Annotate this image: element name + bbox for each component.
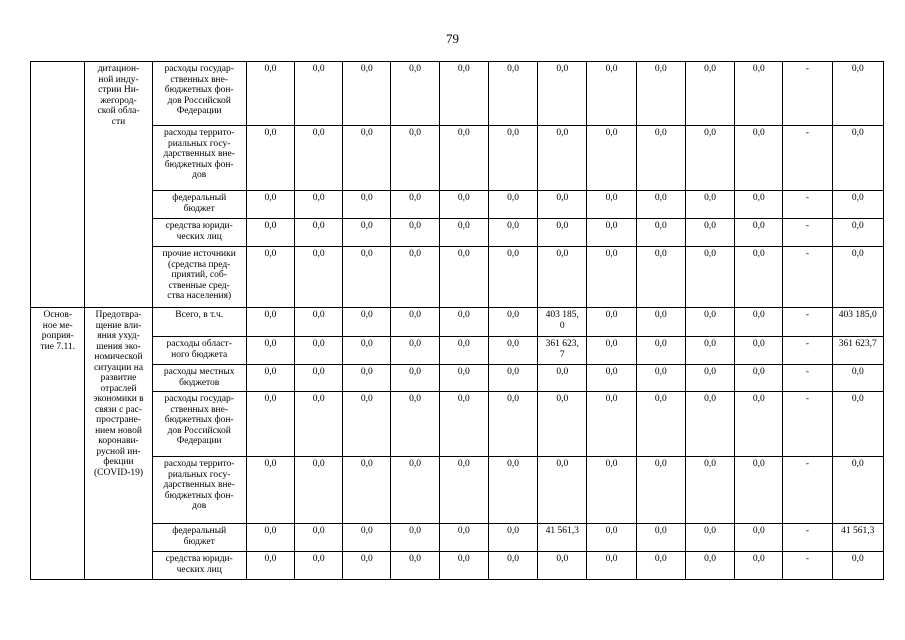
total-value-cell: 0,0: [832, 457, 883, 524]
value-cell: 0,0: [685, 392, 734, 457]
value-cell: 0,0: [636, 337, 685, 365]
value-cell: 0,0: [439, 126, 488, 191]
total-value-cell: 361 623,7: [832, 337, 883, 365]
value-cell: 0,0: [685, 457, 734, 524]
total-value-cell: 0,0: [832, 365, 883, 392]
value-cell: 0,0: [538, 247, 587, 308]
total-value-cell: 41 561,3: [832, 524, 883, 552]
value-cell: 0,0: [439, 337, 488, 365]
value-cell: 0,0: [488, 337, 537, 365]
event-number-cell: Основ- ное ме- роприя- тие 7.11.: [31, 308, 85, 580]
funding-source-cell: расходы террито- риальных госу- дарственных вне- бюджетных фон- дов: [152, 457, 246, 524]
value-cell: 0,0: [636, 308, 685, 337]
value-cell: 0,0: [636, 552, 685, 580]
value-cell: -: [783, 524, 832, 552]
value-cell: 0,0: [735, 219, 783, 247]
value-cell: 0,0: [391, 247, 439, 308]
table-row: [31, 219, 884, 247]
funding-source-cell: Всего, в т.ч.: [152, 308, 246, 337]
value-cell: 0,0: [295, 457, 343, 524]
page-number: 79: [446, 31, 459, 46]
value-cell: 0,0: [735, 126, 783, 191]
value-cell: 0,0: [439, 62, 488, 126]
funding-source-cell: расходы государ- ственных вне- бюджетных фон- дов Российской Федерации: [152, 392, 246, 457]
value-cell: 0,0: [439, 552, 488, 580]
value-cell: 0,0: [636, 524, 685, 552]
value-cell: 0,0: [439, 457, 488, 524]
table-row: [31, 392, 884, 457]
value-cell: 0,0: [439, 365, 488, 392]
table-row: [31, 191, 884, 219]
value-cell: 0,0: [685, 524, 734, 552]
value-cell: 0,0: [343, 365, 391, 392]
value-cell: 0,0: [587, 552, 636, 580]
budget-table: [30, 61, 884, 580]
total-value-cell: 0,0: [832, 126, 883, 191]
total-value-cell: 0,0: [832, 191, 883, 219]
value-cell: 0,0: [391, 219, 439, 247]
value-cell: 0,0: [391, 392, 439, 457]
value-cell: 0,0: [343, 392, 391, 457]
value-cell: 0,0: [439, 308, 488, 337]
funding-source-cell: расходы государ- ственных вне- бюджетных фон- дов Российской Федерации: [152, 62, 246, 126]
value-cell: 0,0: [246, 219, 294, 247]
table-row: [31, 552, 884, 580]
value-cell: 0,0: [246, 62, 294, 126]
value-cell: 0,0: [391, 457, 439, 524]
value-cell: -: [783, 365, 832, 392]
value-cell: 0,0: [439, 191, 488, 219]
value-cell: 0,0: [735, 365, 783, 392]
funding-source-cell: расходы местных бюджетов: [152, 365, 246, 392]
value-cell: 0,0: [343, 337, 391, 365]
table-row: [31, 337, 884, 365]
value-cell: 0,0: [343, 62, 391, 126]
table-row: [31, 62, 884, 126]
value-cell: 0,0: [295, 191, 343, 219]
value-cell: 0,0: [488, 308, 537, 337]
value-cell: 0,0: [587, 126, 636, 191]
value-cell: 0,0: [343, 247, 391, 308]
value-cell: 0,0: [391, 552, 439, 580]
table-row: [31, 126, 884, 191]
value-cell: 0,0: [295, 126, 343, 191]
value-cell: 361 623, 7: [538, 337, 587, 365]
funding-source-cell: расходы област- ного бюджета: [152, 337, 246, 365]
value-cell: 0,0: [538, 126, 587, 191]
value-cell: 0,0: [391, 524, 439, 552]
value-cell: 0,0: [343, 308, 391, 337]
value-cell: -: [783, 219, 832, 247]
value-cell: 0,0: [246, 337, 294, 365]
value-cell: 0,0: [246, 457, 294, 524]
value-cell: 0,0: [685, 552, 734, 580]
total-value-cell: 0,0: [832, 552, 883, 580]
value-cell: 0,0: [391, 126, 439, 191]
funding-source-cell: прочие источники (средства пред- приятий, соб- ственные сред- ства населения): [152, 247, 246, 308]
value-cell: 0,0: [685, 308, 734, 337]
value-cell: 0,0: [391, 365, 439, 392]
value-cell: 0,0: [295, 62, 343, 126]
value-cell: -: [783, 247, 832, 308]
value-cell: 0,0: [636, 191, 685, 219]
funding-source-cell: средства юриди- ческих лиц: [152, 552, 246, 580]
total-value-cell: 403 185,0: [832, 308, 883, 337]
value-cell: 0,0: [636, 62, 685, 126]
value-cell: 0,0: [587, 392, 636, 457]
value-cell: -: [783, 337, 832, 365]
value-cell: 0,0: [587, 62, 636, 126]
value-cell: 0,0: [587, 191, 636, 219]
value-cell: 0,0: [343, 219, 391, 247]
value-cell: 0,0: [587, 308, 636, 337]
value-cell: -: [783, 552, 832, 580]
value-cell: 0,0: [538, 457, 587, 524]
funding-source-cell: федеральный бюджет: [152, 191, 246, 219]
value-cell: 0,0: [636, 247, 685, 308]
value-cell: 0,0: [439, 524, 488, 552]
value-cell: 0,0: [488, 457, 537, 524]
value-cell: 0,0: [735, 552, 783, 580]
value-cell: 0,0: [295, 308, 343, 337]
value-cell: 0,0: [488, 552, 537, 580]
table-row: [31, 457, 884, 524]
value-cell: 0,0: [636, 219, 685, 247]
value-cell: 0,0: [587, 219, 636, 247]
value-cell: 0,0: [538, 219, 587, 247]
value-cell: 0,0: [685, 219, 734, 247]
value-cell: 0,0: [538, 365, 587, 392]
value-cell: -: [783, 62, 832, 126]
value-cell: 0,0: [685, 247, 734, 308]
value-cell: 0,0: [735, 392, 783, 457]
funding-source-cell: средства юриди- ческих лиц: [152, 219, 246, 247]
value-cell: 0,0: [246, 191, 294, 219]
value-cell: 0,0: [538, 392, 587, 457]
value-cell: 0,0: [488, 62, 537, 126]
value-cell: 0,0: [735, 62, 783, 126]
value-cell: 0,0: [636, 365, 685, 392]
value-cell: 0,0: [488, 524, 537, 552]
value-cell: 403 185, 0: [538, 308, 587, 337]
value-cell: 0,0: [343, 552, 391, 580]
value-cell: 0,0: [587, 524, 636, 552]
total-value-cell: 0,0: [832, 219, 883, 247]
value-cell: 0,0: [246, 365, 294, 392]
value-cell: 0,0: [295, 365, 343, 392]
value-cell: 0,0: [538, 191, 587, 219]
value-cell: 0,0: [488, 191, 537, 219]
value-cell: 0,0: [295, 337, 343, 365]
value-cell: 0,0: [685, 337, 734, 365]
table-row: [31, 365, 884, 392]
value-cell: 0,0: [587, 337, 636, 365]
value-cell: 0,0: [488, 247, 537, 308]
value-cell: 0,0: [735, 191, 783, 219]
value-cell: 0,0: [685, 365, 734, 392]
value-cell: 0,0: [246, 126, 294, 191]
value-cell: 0,0: [391, 62, 439, 126]
value-cell: 0,0: [636, 126, 685, 191]
table-row: [31, 308, 884, 337]
table-row: [31, 524, 884, 552]
value-cell: 0,0: [538, 62, 587, 126]
event-name-cell: Предотвра- щение вли- яния ухуд- шения эко- номической ситуации на развитие отраслей экономики в связи с рас- простране- нием новой коронави- русной ин- фекции (COVID-19): [85, 308, 152, 580]
value-cell: 0,0: [735, 337, 783, 365]
value-cell: 0,0: [295, 392, 343, 457]
funding-source-cell: расходы террито- риальных госу- дарственных вне- бюджетных фон- дов: [152, 126, 246, 191]
value-cell: 0,0: [439, 219, 488, 247]
value-cell: 0,0: [488, 126, 537, 191]
value-cell: 0,0: [295, 524, 343, 552]
value-cell: 0,0: [685, 191, 734, 219]
value-cell: 0,0: [685, 126, 734, 191]
value-cell: 0,0: [343, 191, 391, 219]
value-cell: 0,0: [488, 365, 537, 392]
value-cell: 0,0: [246, 247, 294, 308]
value-cell: 0,0: [246, 552, 294, 580]
value-cell: 0,0: [735, 247, 783, 308]
value-cell: 0,0: [295, 247, 343, 308]
value-cell: 0,0: [685, 62, 734, 126]
value-cell: 0,0: [735, 308, 783, 337]
total-value-cell: 0,0: [832, 62, 883, 126]
value-cell: -: [783, 392, 832, 457]
total-value-cell: 0,0: [832, 392, 883, 457]
value-cell: 0,0: [343, 126, 391, 191]
value-cell: 0,0: [343, 524, 391, 552]
event-number-cell: [31, 62, 85, 308]
value-cell: 0,0: [636, 457, 685, 524]
value-cell: 0,0: [246, 524, 294, 552]
value-cell: 0,0: [636, 392, 685, 457]
value-cell: 0,0: [343, 457, 391, 524]
value-cell: 0,0: [439, 247, 488, 308]
table-row: [31, 247, 884, 308]
value-cell: 0,0: [735, 457, 783, 524]
value-cell: 41 561,3: [538, 524, 587, 552]
value-cell: 0,0: [439, 392, 488, 457]
value-cell: 0,0: [587, 365, 636, 392]
value-cell: 0,0: [295, 552, 343, 580]
value-cell: -: [783, 457, 832, 524]
value-cell: 0,0: [391, 337, 439, 365]
value-cell: 0,0: [391, 308, 439, 337]
value-cell: 0,0: [735, 524, 783, 552]
value-cell: -: [783, 126, 832, 191]
value-cell: 0,0: [295, 219, 343, 247]
event-name-cell: дитацион- ной инду- стрии Ни- жегород- ской обла- сти: [85, 62, 152, 308]
value-cell: 0,0: [538, 552, 587, 580]
value-cell: 0,0: [587, 247, 636, 308]
funding-source-cell: федеральный бюджет: [152, 524, 246, 552]
value-cell: 0,0: [246, 308, 294, 337]
value-cell: 0,0: [587, 457, 636, 524]
value-cell: 0,0: [488, 392, 537, 457]
value-cell: 0,0: [391, 191, 439, 219]
total-value-cell: 0,0: [832, 247, 883, 308]
value-cell: 0,0: [246, 392, 294, 457]
value-cell: 0,0: [488, 219, 537, 247]
value-cell: -: [783, 308, 832, 337]
value-cell: -: [783, 191, 832, 219]
